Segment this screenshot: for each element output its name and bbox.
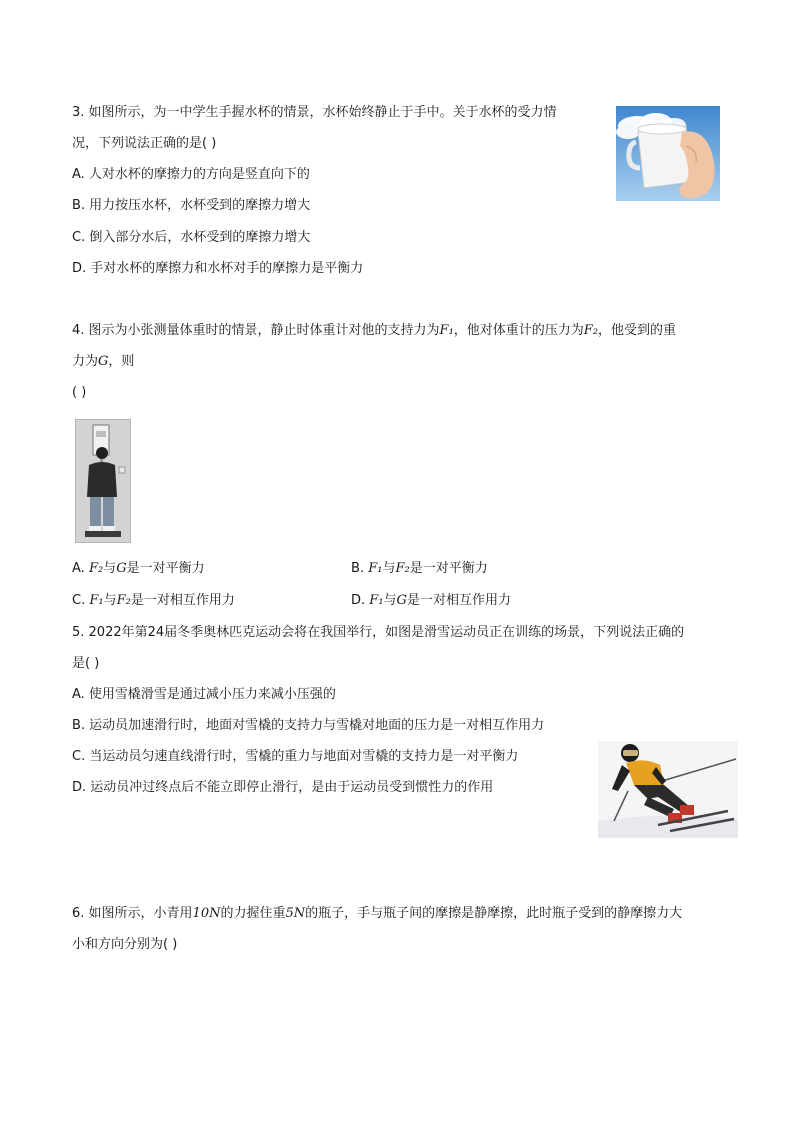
q3-stem-line2: 况，下列说法正确的是( ) <box>72 136 217 151</box>
q4-option-a <box>72 560 205 578</box>
q4-option-b-with: 与 <box>382 561 396 576</box>
q6-stem-line2: 小和方向分别为( ) <box>72 937 178 952</box>
q4-option-c-f1: F₁ <box>89 593 104 608</box>
q6-stem-text-c: 的瓶子，手与瓶子间的摩擦是静摩擦，此时瓶子受到的静摩擦力大 <box>305 906 683 921</box>
q6-stem-text-b: 的力握住重 <box>220 906 286 921</box>
q6-weight-value: 5N <box>285 906 306 921</box>
q3-stem-line1: 3. 如图所示，为一中学生手握水杯的情景，水杯始终静止于手中。关于水杯的受力情 <box>72 105 557 120</box>
q4-f2-symbol: F₂ <box>583 323 599 338</box>
q4-stem-text-a: 4. 图示为小张测量体重时的情景，静止时体重计对他的支持力为 <box>72 323 440 338</box>
q4-option-d-tail: 是一对相互作用力 <box>406 593 511 608</box>
q4-option-d-label: D. <box>351 593 366 608</box>
q4-option-d-g: G <box>396 593 407 608</box>
q4-option-c-f2: F₂ <box>116 593 131 608</box>
q4-option-d <box>351 592 511 610</box>
q4-option-a-with: 与 <box>103 561 117 576</box>
q5-stem-line2: 是( ) <box>72 656 100 671</box>
q4-stem-text-d: 力为 <box>72 354 99 369</box>
q3-option-a: A. 人对水杯的摩擦力的方向是竖直向下的 <box>72 167 310 182</box>
q6-force-value: 10N <box>192 906 221 921</box>
q3-option-b: B. 用力按压水杯，水杯受到的摩擦力增大 <box>72 198 311 213</box>
q4-stem-text-e: ，则 <box>108 354 135 369</box>
q3-option-d: D. 手对水杯的摩擦力和水杯对手的摩擦力是平衡力 <box>72 261 364 276</box>
q5-option-b: B. 运动员加速滑行时，地面对雪橇的支持力与雪橇对地面的压力是一对相互作用力 <box>72 718 545 733</box>
q4-option-b-f2: F₂ <box>395 561 410 576</box>
q5-option-d: D. 运动员冲过终点后不能立即停止滑行，是由于运动员受到惯性力的作用 <box>72 780 494 795</box>
q4-blank: ( ) <box>72 385 87 400</box>
q4-option-b-f1: F₁ <box>368 561 383 576</box>
q4-option-a-f2: F₂ <box>88 561 104 576</box>
q4-g-symbol: G <box>98 354 109 369</box>
q4-option-c <box>72 592 235 610</box>
q4-stem-text-c: ，他受到的重 <box>598 323 677 338</box>
q5-stem-line1: 5. 2022年第24届冬季奥林匹克运动会将在我国举行，如图是滑雪运动员正在训练的场景，下列说法正确的 <box>72 625 685 640</box>
q4-option-b <box>351 560 488 578</box>
q4-option-b-tail: 是一对平衡力 <box>409 561 488 576</box>
q4-option-d-with: 与 <box>383 593 397 608</box>
q4-stem-text-b: ，他对体重计的压力为 <box>453 323 584 338</box>
q5-option-c: C. 当运动员匀速直线滑行时，雪橇的重力与地面对雪橇的支持力是一对平衡力 <box>72 749 519 764</box>
q4-option-a-g: G <box>116 561 127 576</box>
q6-stem-text-a: 6. 如图所示，小青用 <box>72 906 193 921</box>
q4-option-a-label: A. <box>72 561 85 576</box>
q4-option-d-f1: F₁ <box>369 593 384 608</box>
q5-option-a: A. 使用雪橇滑雪是通过减小压力来减小压强的 <box>72 687 336 702</box>
q4-option-c-with: 与 <box>103 593 117 608</box>
q4-option-b-label: B. <box>351 561 365 576</box>
q4-f1-symbol: F₁ <box>439 323 454 338</box>
q6-stem-line1 <box>72 905 682 923</box>
q4-stem-line1 <box>72 322 676 340</box>
person-on-scale-image <box>75 419 131 543</box>
q3-option-c: C. 倒入部分水后，水杯受到的摩擦力增大 <box>72 230 311 245</box>
q4-option-c-tail: 是一对相互作用力 <box>130 593 235 608</box>
q4-option-a-tail: 是一对平衡力 <box>126 561 205 576</box>
cup-in-hand-image <box>616 106 720 201</box>
skier-image <box>598 741 738 838</box>
q4-option-c-label: C. <box>72 593 86 608</box>
q4-stem-line2 <box>72 353 134 371</box>
